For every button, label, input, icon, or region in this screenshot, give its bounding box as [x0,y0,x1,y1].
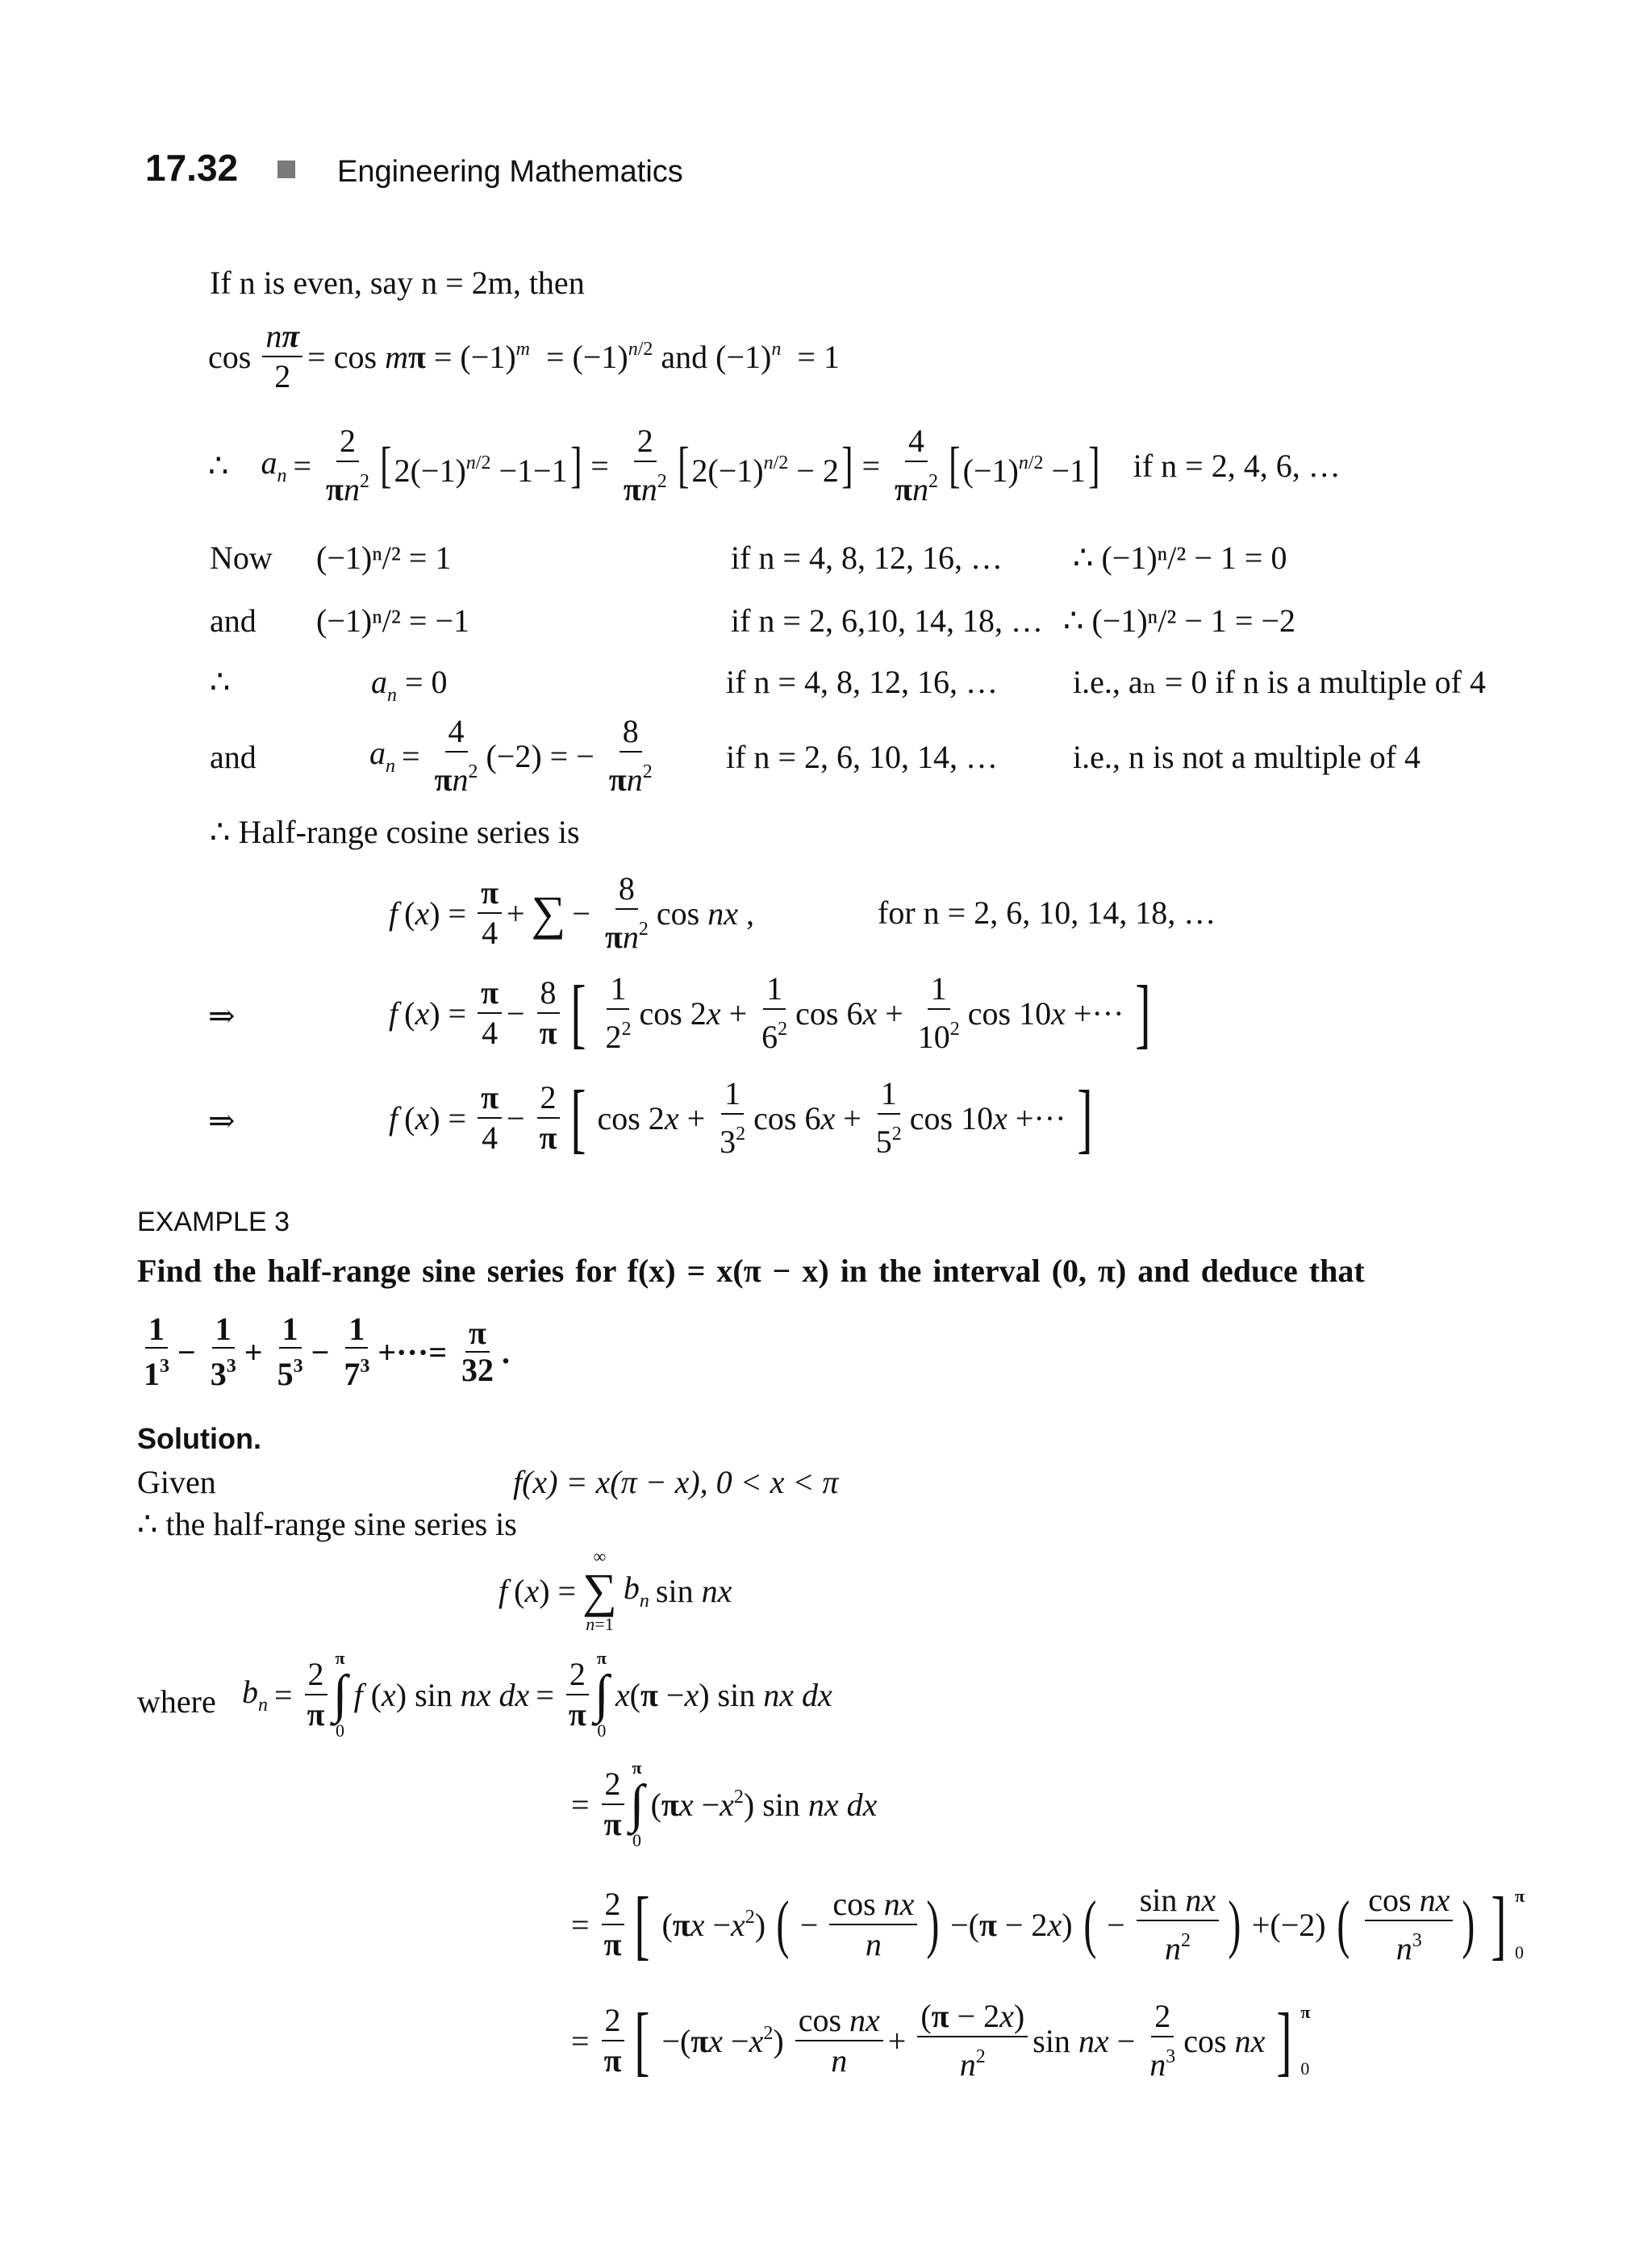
header-square-icon [277,161,295,178]
bn-equation-4: = $\frac{2}{\pi}$ [ $-(\pi x -x^2)$ $\frac{\text{cos nx}}{n}$ + $\frac{(\pi - 2x)}{n^2}$ sin nx − $\frac{2}{n^3}$ cos nx ] π 0 [571,1997,1311,2083]
now-label: Now [210,540,273,576]
if-even-text: If n is even, say n = 2m, then [210,265,585,301]
an0-right: i.e., aₙ = 0 if n is a multiple of 4 [1073,664,1486,700]
cos-npi-equation: cos $\frac{n\pi}{2}$ = $\cos m\pi = (-1)^m = (-1)^{n/2}$ and $(-1)^n = 1$ [208,318,840,394]
cos-series-2: f (x) = $\frac{\pi}{4}$ − $\frac{8}{\pi}$ [ $\frac{1}{2^2}$ cos 2x + $\frac{1}{6^2}$ cos 6x + $\frac{1}{10^2}$ cos 10x +··· ] [389,970,1151,1056]
and-label-1: and [210,603,257,639]
book-title: Engineering Mathematics [337,155,683,189]
given-expression: f(x) = x(π − x), 0 < x < π [513,1464,839,1500]
an-condition: if n = 2, 4, 6, … [1133,447,1341,484]
an-equation: ∴ $a_n$ = $\frac{2}{\pi n^2}$ $[2(-1)^{n/2} -1-1]$ = $\frac{2}{\pi n^2}$ $[2(-1)^{n/2} - 2]$ = $\frac{4}{\pi n^2}$ $[(-1)^{n/2} -1]$ if n = 2, 4, 6, … [208,423,1341,507]
and-left: (−1)ⁿ/² = −1 [316,603,470,639]
therefore-sine-text: ∴ the half-range sine series is [137,1506,517,1542]
an-right: i.e., n is not a multiple of 4 [1073,739,1421,775]
page-number: 17.32 [145,147,239,189]
an0-mid: if n = 4, 8, 12, 16, … [726,664,998,700]
now-left: (−1)ⁿ/² = 1 [316,540,452,576]
an-value-equation: $a_n$ = $\frac{4}{\pi n^2}$ (−2) = − $\frac{8}{\pi n^2}$ [369,713,653,798]
therefore-symbol: ∴ [210,664,231,700]
given-label: Given [137,1464,216,1500]
deduce-series: $\frac{1}{1^3}$ − $\frac{1}{3^3}$ + $\frac{1}{5^3}$ − $\frac{1}{7^3}$ +···= $\frac{\pi}{32}$ . [144,1311,510,1392]
cos-series-1: f (x) = $\frac{\pi}{4}$ + ∑ − $\frac{8}{\pi n^2}$ cos nx , [389,870,754,955]
bn-equation: $b_n$ = $\frac{2}{\pi}$ π ∫ 0 f (x) sin nx dx = $\frac{2}{\pi}$ π ∫ 0 x(π −x) sin nx dx [242,1648,832,1741]
now-right: ∴ (−1)ⁿ/² − 1 = 0 [1073,540,1287,576]
half-range-cos-text: ∴ Half-range cosine series is [210,814,580,850]
an-mid: if n = 2, 6, 10, 14, … [726,739,998,775]
and-mid: if n = 2, 6,10, 14, 18, … [731,603,1043,639]
and-right: ∴ (−1)ⁿ/² − 1 = −2 [1063,603,1296,639]
cos-series-3: f (x) = $\frac{\pi}{4}$ − $\frac{2}{\pi}$ [ cos 2x + $\frac{1}{3^2}$ cos 6x + $\frac{1}{5^2}$ cos 10x +··· ] [389,1074,1093,1161]
bn-equation-3: = $\frac{2}{\pi}$ [ $(\pi x -x^2)$ ( − $\frac{\text{cos nx}}{n}$ ) −(π − 2x) ( − $\frac{\text{sin nx}}{n^2}$ ) +(−2) ( $\frac{\text{cos nx}}{n^3}$ ) ] π 0 [571,1881,1525,1967]
bn-equation-2: = $\frac{2}{\pi}$ π ∫ 0 $(\pi x -x^2)$ sin nx dx [571,1758,878,1850]
an-zero: $a_n = 0$ [371,664,448,706]
cos-series-cond: for n = 2, 6, 10, 14, 18, … [878,894,1216,931]
sine-series-equation: f (x) = ∞ ∑ n=1 $b_n$ sin nx [499,1546,732,1634]
example-label: EXAMPLE 3 [137,1207,290,1237]
solution-label: Solution. [137,1422,261,1455]
and-label-2: and [210,739,257,775]
example-statement: Find the half-range sine series for f(x) = x(π − x) in the interval (0, π) and deduce that [137,1253,1365,1289]
implies-2: ⇒ [208,1103,236,1139]
now-mid: if n = 4, 8, 12, 16, … [731,540,1003,576]
implies-1: ⇒ [208,998,236,1034]
where-label: where [137,1683,216,1720]
